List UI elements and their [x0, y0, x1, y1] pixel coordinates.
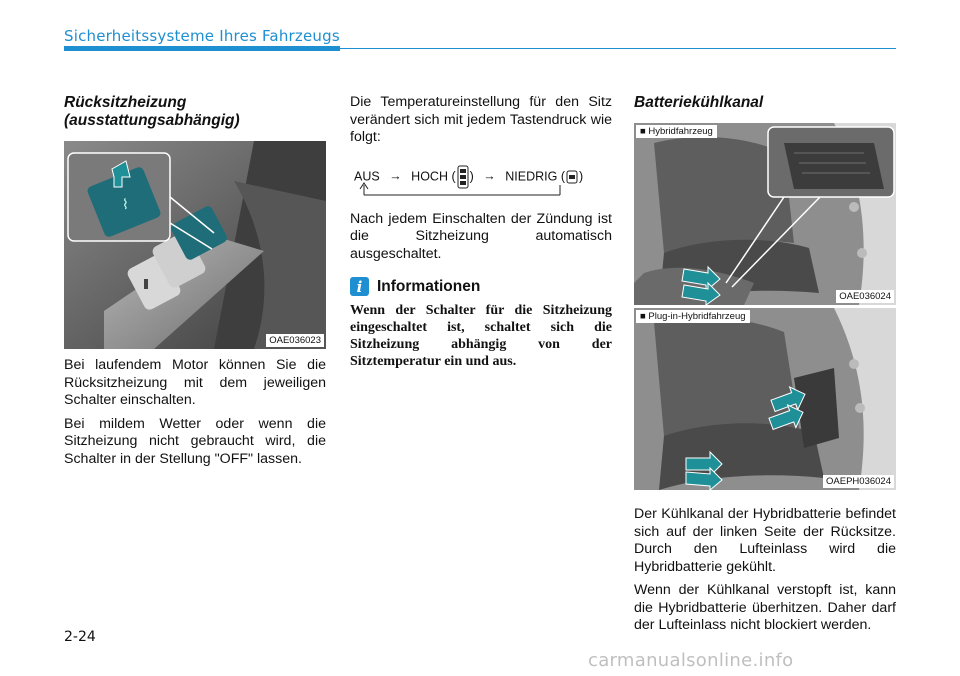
right-paragraph-1: Der Kühlkanal der Hybridbatterie befindet sich auf der linken Seite der Rücksitze. Durch den Lufteinlass wird die Hybridbatterie gekühlt.	[634, 506, 896, 575]
header-rule-thin	[340, 48, 896, 49]
temperature-sequence	[350, 159, 612, 199]
middle-column	[350, 94, 612, 370]
rear-seat-switch-figure	[64, 141, 326, 349]
section-title: Sicherheitssysteme Ihres Fahrzeugs	[64, 27, 340, 45]
svg-text:⌇: ⌇	[122, 197, 129, 213]
hybrid-seat-illustration	[634, 123, 896, 305]
seq-low-label: NIEDRIG (	[505, 168, 565, 183]
loop-back-arrow-icon	[350, 159, 612, 199]
page-number: 2-24	[64, 629, 96, 645]
figure-code: OAEPH036024	[823, 475, 894, 488]
arrow-icon: →	[483, 168, 496, 183]
seq-off-label: AUS	[354, 168, 380, 183]
info-header	[350, 277, 612, 296]
arrow-icon: →	[389, 168, 402, 183]
plugin-hybrid-figure	[634, 308, 896, 490]
paren-close: )	[469, 168, 474, 183]
heading-line-2: (ausstattungsabhängig)	[64, 112, 240, 129]
left-paragraph-2: Bei mildem Wetter oder wenn die Sitzheizung nicht gebraucht wird, die Schalter in der Stellung "OFF" lassen.	[64, 415, 326, 467]
info-icon: i	[350, 277, 369, 296]
header-rule-thick	[64, 46, 340, 51]
heading-line-1: Rücksitzheizung	[64, 94, 187, 111]
middle-paragraph-2: Nach jedem Einschalten der Zündung ist die Sitzheizung automatisch ausgeschaltet.	[350, 210, 612, 262]
info-title: Informationen	[377, 277, 481, 295]
watermark: carmanualsonline.info	[588, 650, 794, 671]
plugin-hybrid-tag: ■ Plug-in-Hybridfahrzeug	[636, 310, 750, 323]
figure-code: OAE036023	[266, 334, 324, 347]
hybrid-figure	[634, 123, 896, 305]
left-column	[64, 94, 326, 474]
rear-seat-heating-heading	[64, 94, 326, 130]
seq-high-label: HOCH (	[411, 168, 456, 183]
right-column	[634, 94, 896, 641]
info-body: Wenn der Schalter für die Sitzheizung eingeschaltet ist, schaltet sich die Sitzheizung abhängig von der Sitztemperatur ein und aus.	[350, 303, 612, 369]
left-paragraph-1: Bei laufendem Motor können Sie die Rücksitzheizung mit dem jeweiligen Schalter einschalten.	[64, 357, 326, 408]
rear-seat-switch-illustration	[64, 141, 326, 349]
hybrid-tag: ■ Hybridfahrzeug	[636, 125, 717, 138]
paren-close: )	[579, 168, 584, 183]
plugin-hybrid-seat-illustration	[634, 308, 896, 490]
middle-paragraph-1: Die Temperatureinstellung für den Sitz verändert sich mit jedem Tastendruck wie folgt:	[350, 94, 612, 145]
figure-code: OAE036024	[836, 290, 894, 303]
battery-cooling-heading: Batteriekühlkanal	[634, 94, 764, 111]
right-paragraph-2: Wenn der Kühlkanal verstopft ist, kann die Hybridbatterie überhitzen. Daher darf der Lufteinlass nicht blockiert werden.	[634, 582, 896, 633]
